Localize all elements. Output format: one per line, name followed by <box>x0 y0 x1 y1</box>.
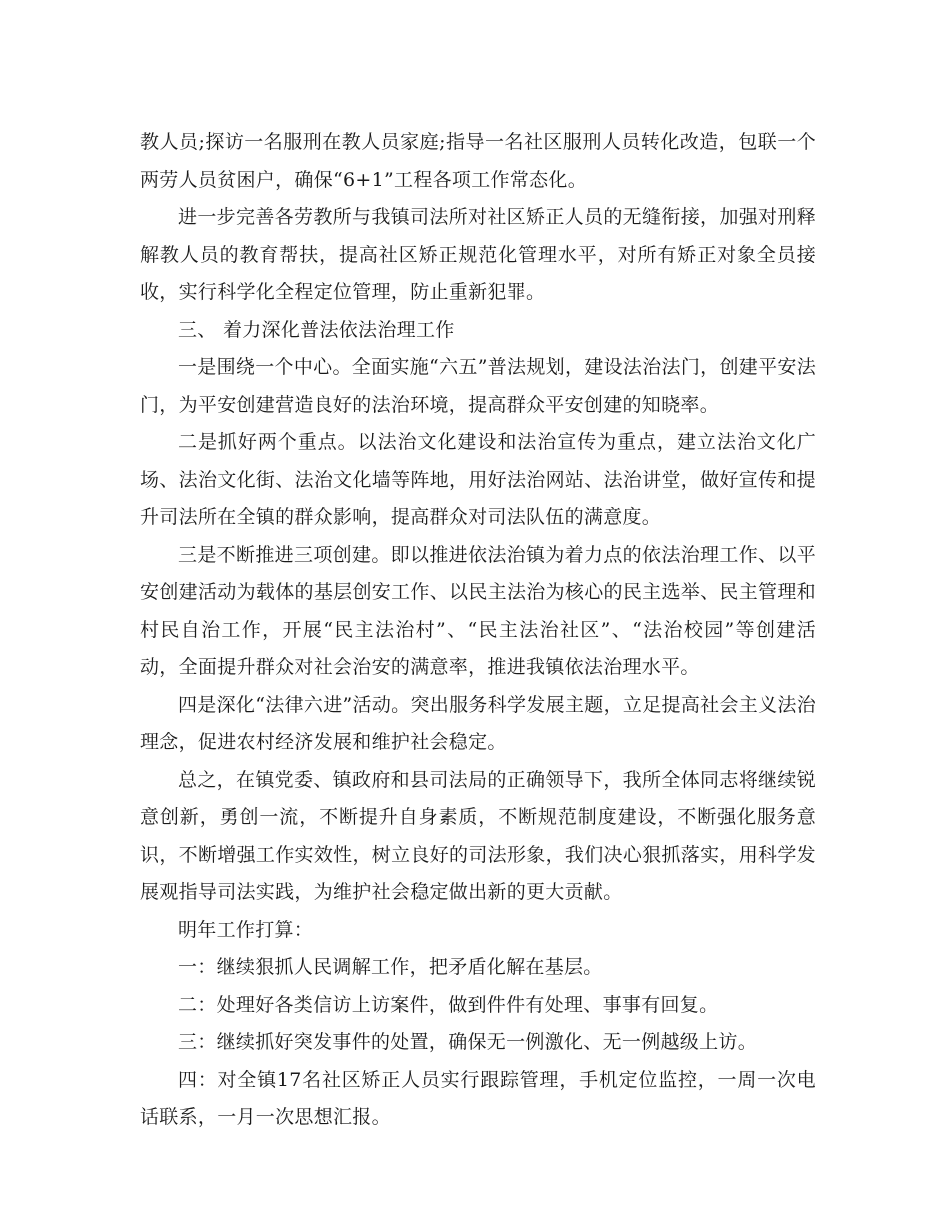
section-heading-legal-governance: 三、 着力深化普法依法治理工作 <box>178 318 455 341</box>
plan-item-four: 四：对全镇17名社区矫正人员实行跟踪管理，手机定位监控，一周一次电话联系，一月一次思想汇报。 <box>140 1068 816 1128</box>
plan-item-one: 一：继续狠抓人民调解工作，把矛盾化解在基层。 <box>178 956 603 978</box>
paragraph-summary: 总之，在镇党委、镇政府和县司法局的正确领导下，我所全体同志将继续锐意创新，勇创一流，不断提升自身素质，不断规范制度建设，不断强化服务意识，不断增强工作实效性，树立良好的司法形象，我们决心狠抓落实，用科学发展观指导司法实践，为维护社会稳定做出新的更大贡献。 <box>140 768 816 903</box>
paragraph-one-center: 一是围绕一个中心。全面实施“六五”普法规划，建设法治法门，创建平安法门，为平安创建营造良好的法治环境，提高群众平安创建的知晓率。 <box>140 356 816 416</box>
paragraph-two-focus: 二是抓好两个重点。以法治文化建设和法治宣传为重点，建立法治文化广场、法治文化街、法治文化墙等阵地，用好法治网站、法治讲堂，做好宣传和提升司法所在全镇的群众影响，提高群众对司法队伍的满意度。 <box>140 431 816 528</box>
heading-next-year-plan: 明年工作打算： <box>178 918 314 941</box>
paragraph-seamless-connection: 进一步完善各劳教所与我镇司法所对社区矫正人员的无缝衔接，加强对刑释解教人员的教育帮扶，提高社区矫正规范化管理水平，对所有矫正对象全员接收，实行科学化全程定位管理，防止重新犯罪。 <box>140 206 816 303</box>
plan-item-two: 二：处理好各类信访上访案件，做到件件有处理、事事有回复。 <box>178 993 719 1016</box>
document-body <box>140 124 816 1137</box>
paragraph-four-law: 四是深化“法律六进”活动。突出服务科学发展主题，立足提高社会主义法治理念，促进农村经济发展和维护社会稳定。 <box>140 693 816 753</box>
plan-item-three: 三：继续抓好突发事件的处置，确保无一例激化、无一例越级上访。 <box>178 1031 758 1053</box>
paragraph-three-creation: 三是不断推进三项创建。即以推进依法治镇为着力点的依法治理工作、以平安创建活动为载体的基层创安工作、以民主法治为核心的民主选举、民主管理和村民自治工作，开展“民主法治村”、“民主法治社区”、“法治校园”等创建活动，全面提升群众对社会治安的满意率，推进我镇依法治理水平。 <box>140 543 816 678</box>
paragraph-continuation: 教人员;探访一名服刑在教人员家庭;指导一名社区服刑人员转化改造，包联一个两劳人员贫困户，确保“6+1”工程各项工作常态化。 <box>140 131 816 191</box>
